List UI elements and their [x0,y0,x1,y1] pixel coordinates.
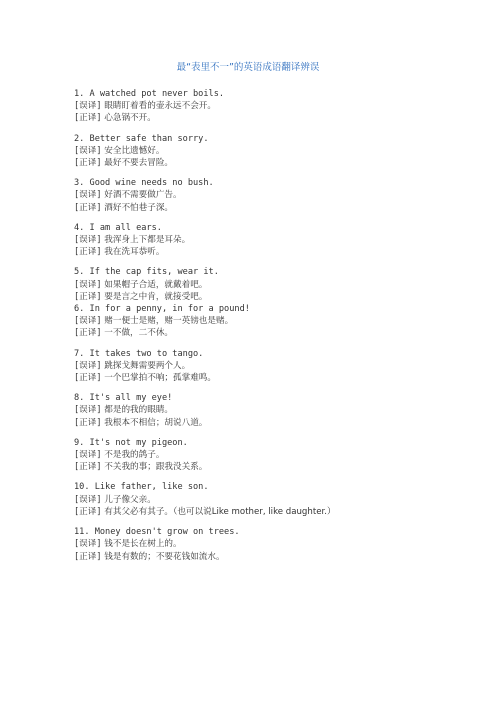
wrong-translation [74,538,484,550]
correct-text: 一不做，二不休。 [101,328,174,339]
wrong-translation [74,404,484,416]
wrong-text: 好酒不需要做广告。 [101,190,182,201]
wrong-translation [74,315,484,327]
wrong-text: 儿子像父亲。 [101,494,156,505]
correct-translation [74,506,484,518]
wrong-tag: [误译] [74,190,102,201]
wrong-translation [74,494,484,506]
idiom-english: 7. It takes two to tango. [74,348,204,359]
idiom-english: 11. Money doesn't grow on trees. [74,527,240,538]
correct-tag: [正译] [74,202,102,213]
wrong-tag: [误译] [74,145,102,156]
wrong-text: 如果帽子合适，就戴着吧。 [101,279,208,290]
wrong-tag: [误译] [74,494,102,505]
idiom-entry-2 [74,133,484,170]
idiom-english: 2. Better safe than sorry. [74,133,209,144]
correct-tag: [正译] [74,506,102,517]
idiom-entry-6 [74,303,484,340]
wrong-text: 赌一便士是赌，赌一英镑也是赌。 [101,316,234,327]
wrong-translation [74,234,484,246]
idiom-english: 9. It's not my pigeon. [74,437,188,448]
idiom-entry-7 [74,348,484,385]
wrong-tag: [误译] [74,279,102,290]
correct-tag: [正译] [74,113,102,124]
correct-translation [74,112,484,124]
wrong-text: 眼睛盯着看的壶永远不会开。 [101,101,216,112]
correct-text: 一个巴掌拍不响；孤掌难鸣。 [101,373,216,384]
idiom-entry-8 [74,392,484,429]
correct-tag: [正译] [74,291,102,302]
wrong-translation [74,360,484,372]
correct-translation [74,417,484,429]
correct-tag: [正译] [74,551,102,562]
correct-text: 酒好不怕巷子深。 [101,202,174,213]
wrong-translation [74,145,484,157]
idiom-english: 1. A watched pot never boils. [74,89,225,99]
wrong-text: 不是我的鸽子。 [101,450,165,461]
correct-text: 有其父必有其子。（也可以说Like mother, like daughter.） [101,506,336,517]
wrong-translation [74,279,484,291]
correct-translation [74,246,484,258]
idiom-english: 5. If the cap fits, wear it. [74,267,219,278]
correct-text: 最好不要去冒险。 [101,158,174,169]
correct-text: 我根本不相信；胡说八道。 [101,417,208,428]
correct-text: 不关我的事；跟我没关系。 [101,462,208,473]
wrong-tag: [误译] [74,405,102,416]
wrong-translation [74,449,484,461]
wrong-text: 安全比遗憾好。 [101,145,165,156]
wrong-tag: [误译] [74,539,102,550]
correct-text: 我在洗耳恭听。 [101,247,165,258]
idiom-english: 10. Like father, like son. [74,482,209,493]
correct-tag: [正译] [74,417,102,428]
correct-text: 要是言之中肯，就接受吧。 [101,291,208,302]
correct-translation [74,291,484,303]
correct-text: 心急锅不开。 [101,113,156,124]
correct-tag: [正译] [74,328,102,339]
correct-translation [74,461,484,473]
idiom-english: 4. I am all ears. [74,222,162,233]
idiom-english: 8. It's all my eye! [74,393,173,404]
correct-translation [74,327,484,339]
correct-tag: [正译] [74,247,102,258]
idiom-entry-4 [74,222,484,259]
correct-translation [74,551,484,563]
wrong-text: 钱不是长在树上的。 [101,539,182,550]
idiom-entry-10 [74,481,484,518]
correct-tag: [正译] [74,158,102,169]
wrong-text: 跳探戈舞需要两个人。 [101,360,191,371]
wrong-text: 都是的我的眼睛。 [101,405,174,416]
correct-translation [74,372,484,384]
wrong-text: 我浑身上下都是耳朵。 [101,235,191,246]
wrong-translation [74,189,484,201]
idiom-entry-11 [74,526,484,563]
correct-tag: [正译] [74,373,102,384]
wrong-translation [74,100,484,112]
wrong-tag: [误译] [74,235,102,246]
idiom-entry-5 [74,266,484,303]
wrong-tag: [误译] [74,101,102,112]
wrong-tag: [误译] [74,316,102,327]
wrong-tag: [误译] [74,450,102,461]
correct-translation [74,157,484,169]
wrong-tag: [误译] [74,360,102,371]
idiom-entry-1 [74,88,484,125]
correct-translation [74,202,484,214]
idiom-entry-3 [74,177,484,214]
correct-text: 钱是有数的；不要花钱如流水。 [101,551,225,562]
idiom-english: 6. In for a penny, in for a pound! [74,304,250,315]
idiom-list [74,88,484,571]
idiom-entry-9 [74,437,484,474]
idiom-english: 3. Good wine needs no bush. [74,178,214,189]
document-title: 最“表里不一”的英语成语翻译辨误 [176,62,320,73]
correct-tag: [正译] [74,462,102,473]
